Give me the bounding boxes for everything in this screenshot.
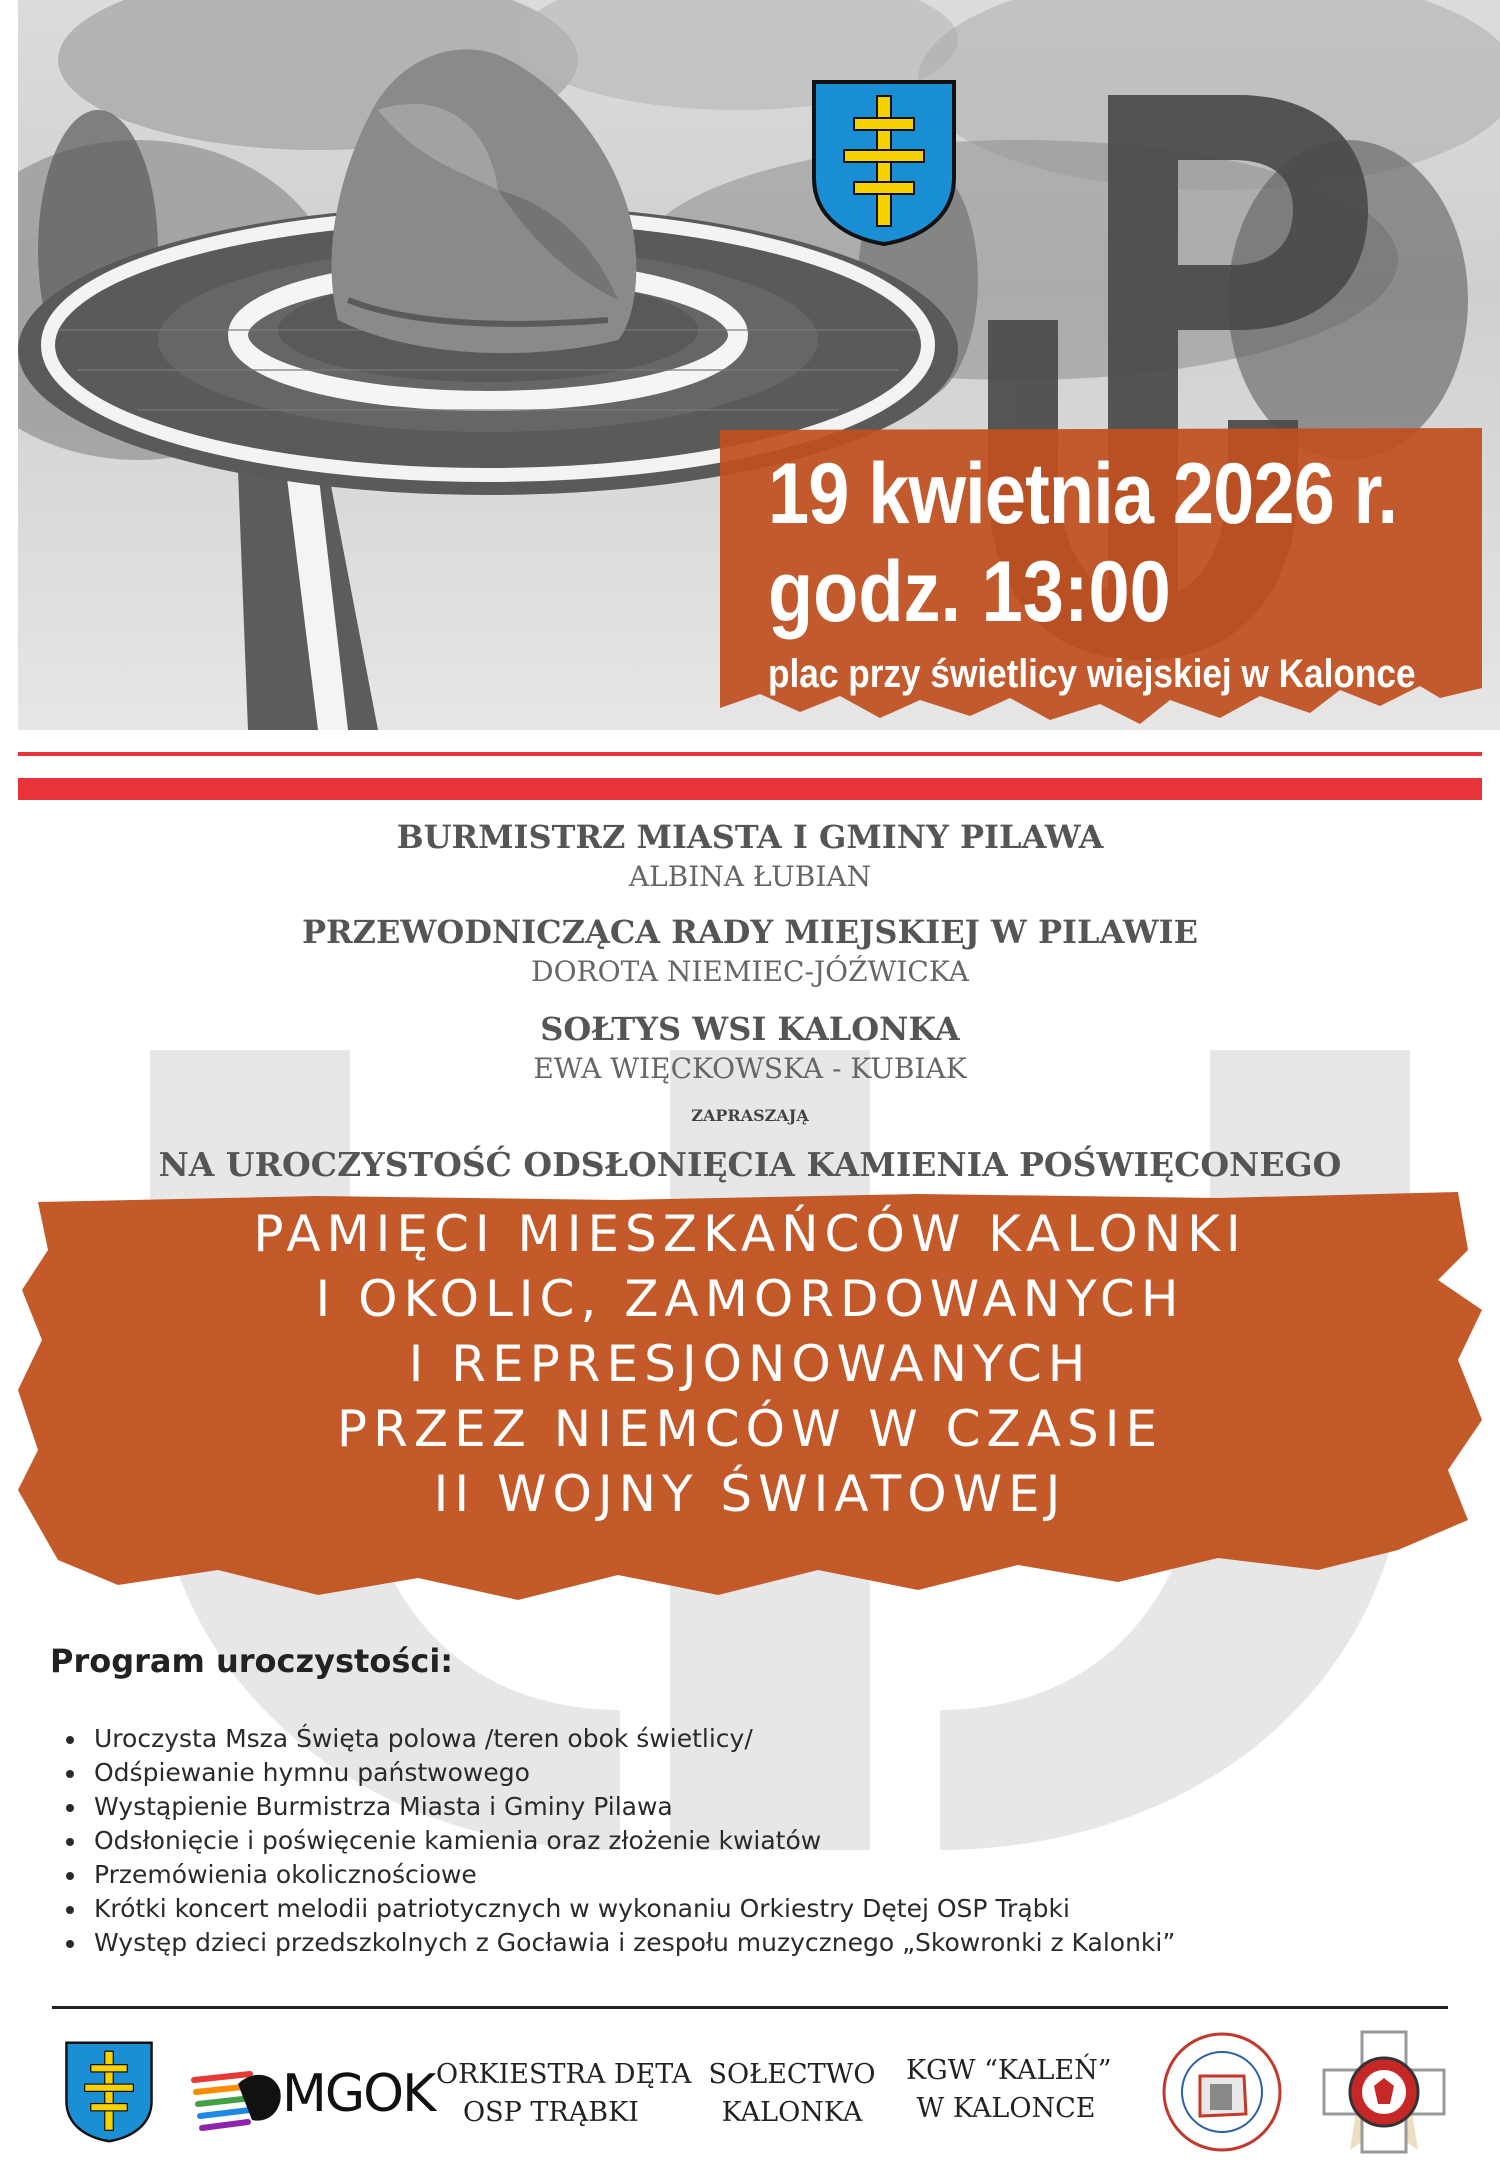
program-title: Program uroczystości: [50, 1642, 454, 1680]
flag-stripe-red-bottom [18, 778, 1482, 800]
solectwo-line-2: KALONKA [721, 2097, 863, 2128]
dedication-line-4: PRZEZ NIEMCÓW W CZASIE [336, 1400, 1164, 1458]
dedication-line-2: I OKOLIC, ZAMORDOWANYCH [315, 1270, 1185, 1328]
event-place: plac przy świetlicy wiejskiej w Kalonce [768, 652, 1416, 696]
solectwo-label [702, 2056, 882, 2132]
footer-coat-of-arms-icon [64, 2040, 154, 2144]
program-item: Odśpiewanie hymnu państwowego [60, 1756, 1175, 1790]
host-role-2: PRZEWODNICZĄCA RADY MIEJSKIEJ W PILAWIE [301, 913, 1199, 951]
host-role-3: SOŁTYS WSI KALONKA [540, 1010, 960, 1048]
kgw-label [906, 2052, 1112, 2128]
program-item: Przemówienia okolicznościowe [60, 1858, 1175, 1892]
orchestra-label [436, 2056, 692, 2132]
invite-word: ZAPRASZAJĄ [691, 1106, 809, 1125]
host-name-2: DOROTA NIEMIEC-JÓŹWICKA [531, 955, 969, 988]
coat-of-arms-icon [810, 78, 958, 248]
footer-divider [52, 2006, 1448, 2009]
program-item: Uroczysta Msza Święta polowa /teren obok świetlicy/ [60, 1722, 1175, 1756]
program-item: Wystąpienie Burmistrza Miasta i Gminy Pilawa [60, 1790, 1175, 1824]
event-time: godz. 13:00 [768, 544, 1171, 640]
host-name-1: ALBINA ŁUBIAN [628, 860, 872, 893]
dedication-line-3: I REPRESJONOWANYCH [408, 1335, 1092, 1393]
flag-stripe-white [18, 756, 1482, 766]
solectwo-line-1: SOŁECTWO [708, 2059, 876, 2090]
mgok-wordmark: MGOK [282, 2064, 435, 2124]
orchestra-line-1: ORKIESTRA DĘTA [436, 2059, 692, 2090]
orchestra-line-2: OSP TRĄBKI [463, 2097, 639, 2128]
kgw-line-2: W KALONCE [916, 2093, 1096, 2124]
program-list [60, 1722, 1175, 1960]
program-item: Występ dzieci przedszkolnych z Gocławia i zespołu muzycznego „Skowronki z Kalonki” [60, 1926, 1175, 1960]
mgok-logo [190, 2050, 435, 2140]
event-date: 19 kwietnia 2026 r. [768, 446, 1398, 542]
kgw-line-1: KGW “KALEŃ” [906, 2055, 1112, 2086]
fire-brigade-badge-icon [1318, 2026, 1450, 2158]
invite-line: NA UROCZYSTOŚĆ ODSŁONIĘCIA KAMIENIA POŚWIĘCONEGO [158, 1145, 1342, 1184]
program-item: Odsłonięcie i poświęcenie kamienia oraz złożenie kwiatów [60, 1824, 1175, 1858]
host-name-3: EWA WIĘCKOWSKA - KUBIAK [533, 1052, 967, 1085]
dedication-line-1: PAMIĘCI MIESZKAŃCÓW KALONKI [253, 1205, 1247, 1263]
program-item: Krótki koncert melodii patriotycznych w wykonaniu Orkiestry Dętej OSP Trąbki [60, 1892, 1175, 1926]
dedication-line-5: II WOJNY ŚWIATOWEJ [433, 1465, 1067, 1523]
host-role-1: BURMISTRZ MIASTA I GMINY PILAWA [396, 818, 1104, 856]
parish-seal-icon [1160, 2030, 1284, 2154]
